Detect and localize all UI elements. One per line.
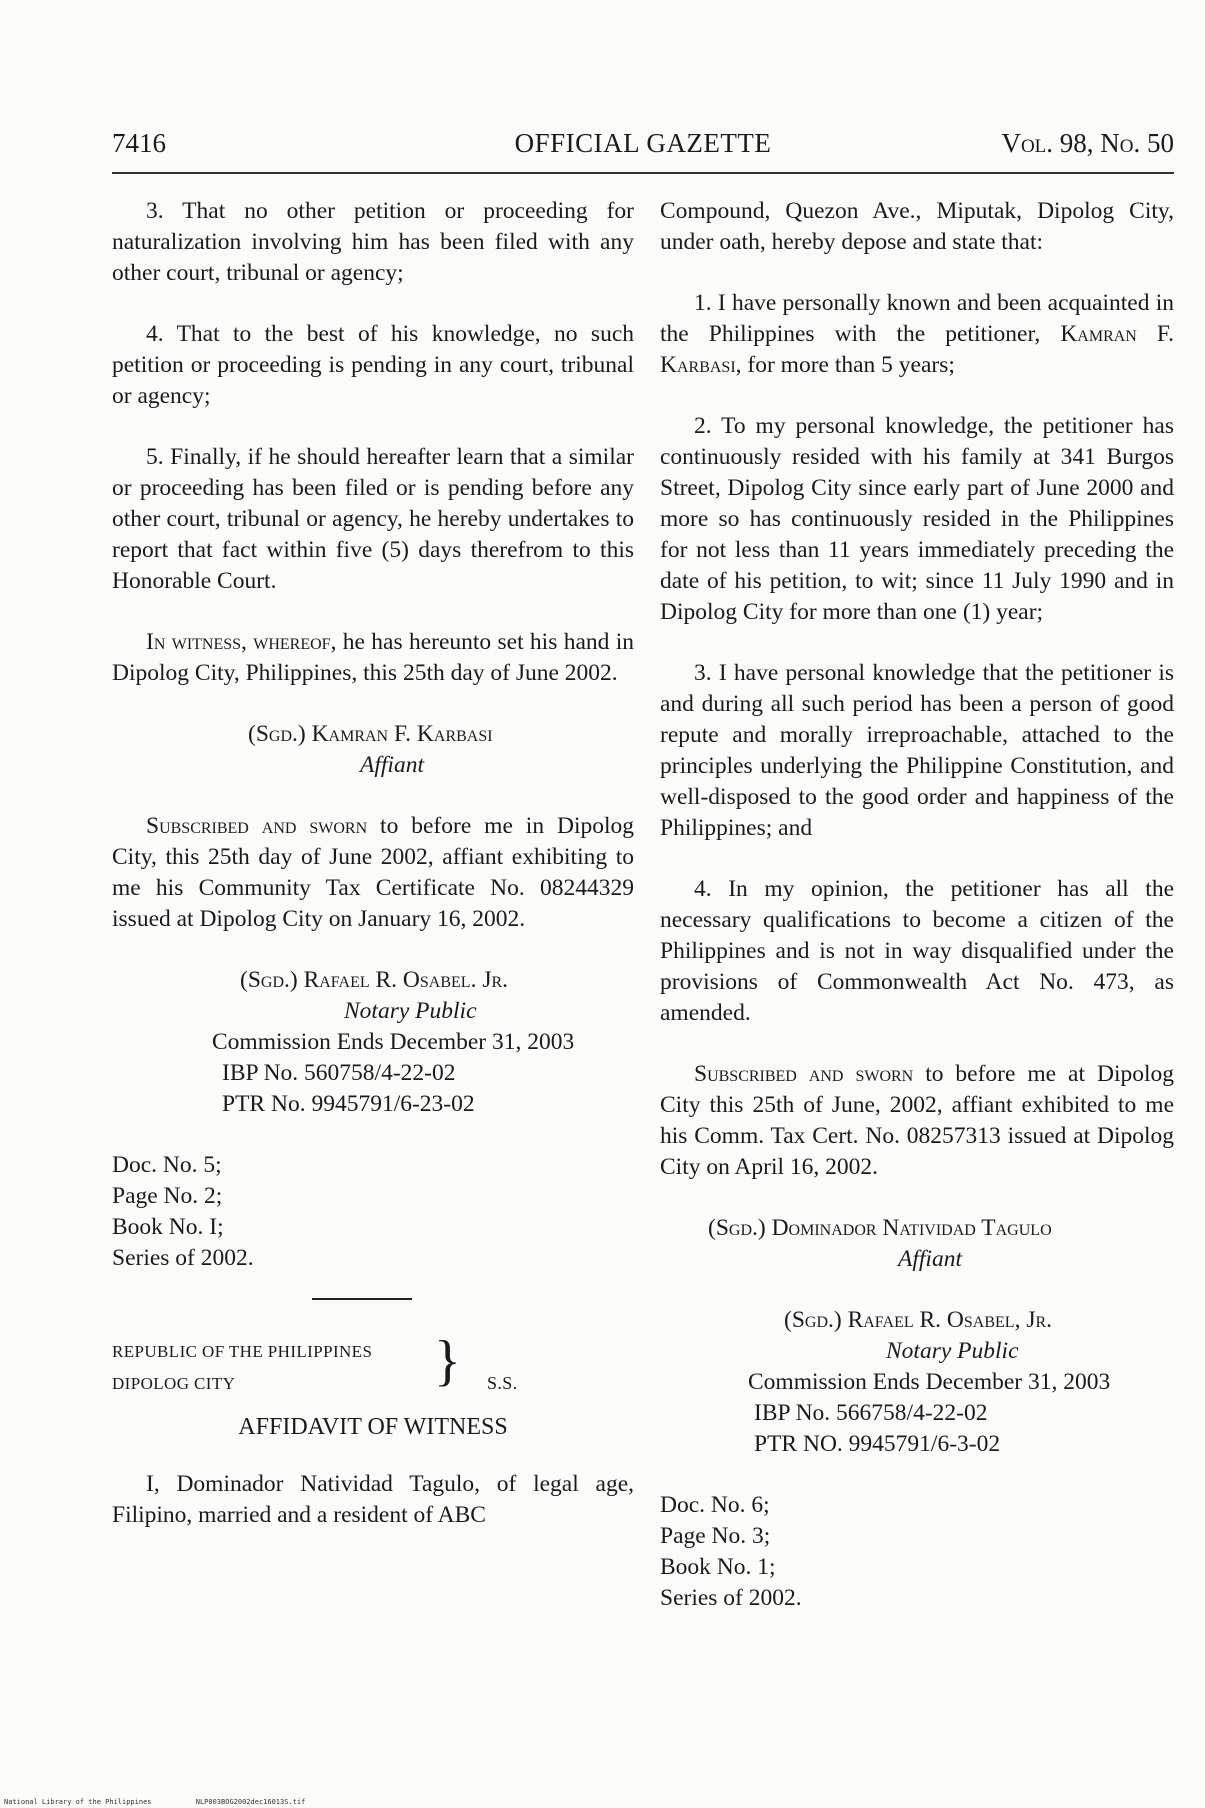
section-divider — [312, 1298, 412, 1300]
affiant-signature: (Sgd.) Kamran F. Karbasi — [248, 721, 493, 747]
subscribed-clause — [112, 811, 634, 935]
venue-ss: S.S. — [487, 1373, 518, 1393]
notary-signature-block-2 — [660, 1305, 1174, 1460]
page-header — [112, 128, 1174, 174]
notary-ptr: PTR No. 9945791/6-23-02 — [222, 1091, 475, 1117]
notary-ibp-2: IBP No. 566758/4-22-02 — [754, 1400, 988, 1426]
book-no-2: Book No. 1; — [660, 1554, 776, 1580]
subscribed-clause-2 — [660, 1059, 1174, 1183]
page-no: Page No. 2; — [112, 1183, 223, 1209]
subscribed-text-2: to before me at Dipolog City this 25th of June, 2002, affiant exhibited to me his Comm. Tax Cert. No. 08257313 issued at Dipolog City on April 16, 2002. — [660, 1061, 1175, 1180]
notary-signature-2: (Sgd.) Rafael R. Osabel, Jr. — [784, 1307, 1053, 1333]
subscribed-text: to before me in Dipolog City, this 25th day of June 2002, affiant exhibiting to me his Community Tax Certificate No. 08244329 issued at Dipolog City on January 16, 2002. — [112, 813, 635, 932]
series: Series of 2002. — [112, 1245, 254, 1271]
notary-signature: (Sgd.) Rafael R. Osabel. Jr. — [240, 967, 509, 993]
notary-ibp: IBP No. 560758/4-22-02 — [222, 1060, 456, 1086]
witness-text: he has hereunto set his hand in Dipolog City, Philippines, this 25th day of June 2002. — [112, 629, 634, 686]
witness-lead: In witness, whereof, — [146, 629, 337, 655]
affidavit-title: AFFIDAVIT OF WITNESS — [238, 1414, 508, 1440]
doc-notes — [112, 1150, 634, 1274]
affidavit-paragraph-4: 4. In my opinion, the petitioner has all the necessary qualifications to become a citizen of the Philippines and is not in way disqualified under the provisions of Commonwealth Act No. 473, as amended. — [660, 876, 1174, 1026]
affidavit-paragraph-1 — [660, 288, 1174, 381]
intro-continued: Compound, Quezon Ave., Miputak, Dipolog City, under oath, hereby depose and state that: — [660, 198, 1174, 255]
page-number: 7416 — [112, 128, 166, 158]
page-no-2: Page No. 3; — [660, 1523, 771, 1549]
affiant-signature-block — [112, 719, 634, 781]
left-column — [112, 196, 634, 1531]
witness-role: Affiant — [898, 1246, 962, 1272]
notary-role-2: Notary Public — [886, 1338, 1019, 1364]
witness-clause — [112, 627, 634, 689]
notary-commission: Commission Ends December 31, 2003 — [212, 1029, 575, 1055]
p1-rest: for more than 5 years; — [741, 352, 955, 378]
notary-role: Notary Public — [344, 998, 477, 1024]
venue-republic: REPUBLIC OF THE PHILIPPINES — [112, 1342, 373, 1361]
gazette-title: OFFICIAL GAZETTE — [514, 128, 772, 158]
brace-icon: } — [434, 1330, 462, 1392]
series-2: Series of 2002. — [660, 1585, 802, 1611]
witness-signature-block — [660, 1213, 1174, 1275]
book-no: Book No. I; — [112, 1214, 224, 1240]
notary-signature-block — [112, 965, 634, 1120]
volume-number: Vol. 98, No. 50 — [1001, 128, 1174, 158]
paragraph-3: 3. That no other petition or proceeding for naturalization involving him has been filed with any other court, tribunal or agency; — [112, 198, 634, 286]
right-column — [660, 196, 1174, 1614]
subscribed-lead: Subscribed and sworn — [146, 813, 368, 839]
petitioner-name: Kamran F. Karbasi, — [660, 321, 1174, 378]
affidavit-paragraph-3: 3. I have personal knowledge that the petitioner is and during all such period has been a person of good repute and morally irreproachable, attached to the principles underlying the Philippine Constitution, and well-disposed to the good order and happiness of the Philippines; and — [660, 660, 1174, 841]
affidavit-paragraph-2: 2. To my personal knowledge, the petitioner has continuously resided with his family at 341 Burgos Street, Dipolog City since early part of June 2000 and more so has continuously resided in the Philippines for not less than 11 years immediately preceding the date of his petition, to wit; since 11 July 1990 and in Dipolog City for more than one (1) year; — [660, 413, 1174, 625]
witness-signature: (Sgd.) Dominador Natividad Tagulo — [708, 1215, 1052, 1241]
p1-text: 1. I have personally known and been acquainted in the Philippines with the petitioner, — [660, 290, 1174, 347]
paragraph-5: 5. Finally, if he should hereafter learn that a similar or proceeding has been filed or is pending before any other court, tribunal or agency, he hereby undertakes to report that fact within five (5) days therefrom to this Honorable Court. — [112, 444, 634, 594]
notary-commission-2: Commission Ends December 31, 2003 — [748, 1369, 1111, 1395]
doc-no-2: Doc. No. 6; — [660, 1492, 770, 1518]
notary-ptr-2: PTR NO. 9945791/6-3-02 — [754, 1431, 1001, 1457]
affidavit-intro: I, Dominador Natividad Tagulo, of legal age, Filipino, married and a resident of ABC — [112, 1471, 634, 1528]
affiant-role: Affiant — [360, 752, 424, 778]
paragraph-4: 4. That to the best of his knowledge, no such petition or proceeding is pending in any court, tribunal or agency; — [112, 321, 634, 409]
venue-block — [112, 1328, 634, 1394]
subscribed-lead-2: Subscribed and sworn — [694, 1061, 914, 1087]
venue-city: DIPOLOG CITY — [112, 1374, 236, 1393]
scan-footer — [4, 1798, 345, 1806]
footer-library: National Library of the Philippines — [4, 1798, 152, 1806]
doc-notes-2 — [660, 1490, 1174, 1614]
footer-file: NLP003BOG2002dec16013S.tif — [195, 1798, 306, 1806]
doc-no: Doc. No. 5; — [112, 1152, 222, 1178]
